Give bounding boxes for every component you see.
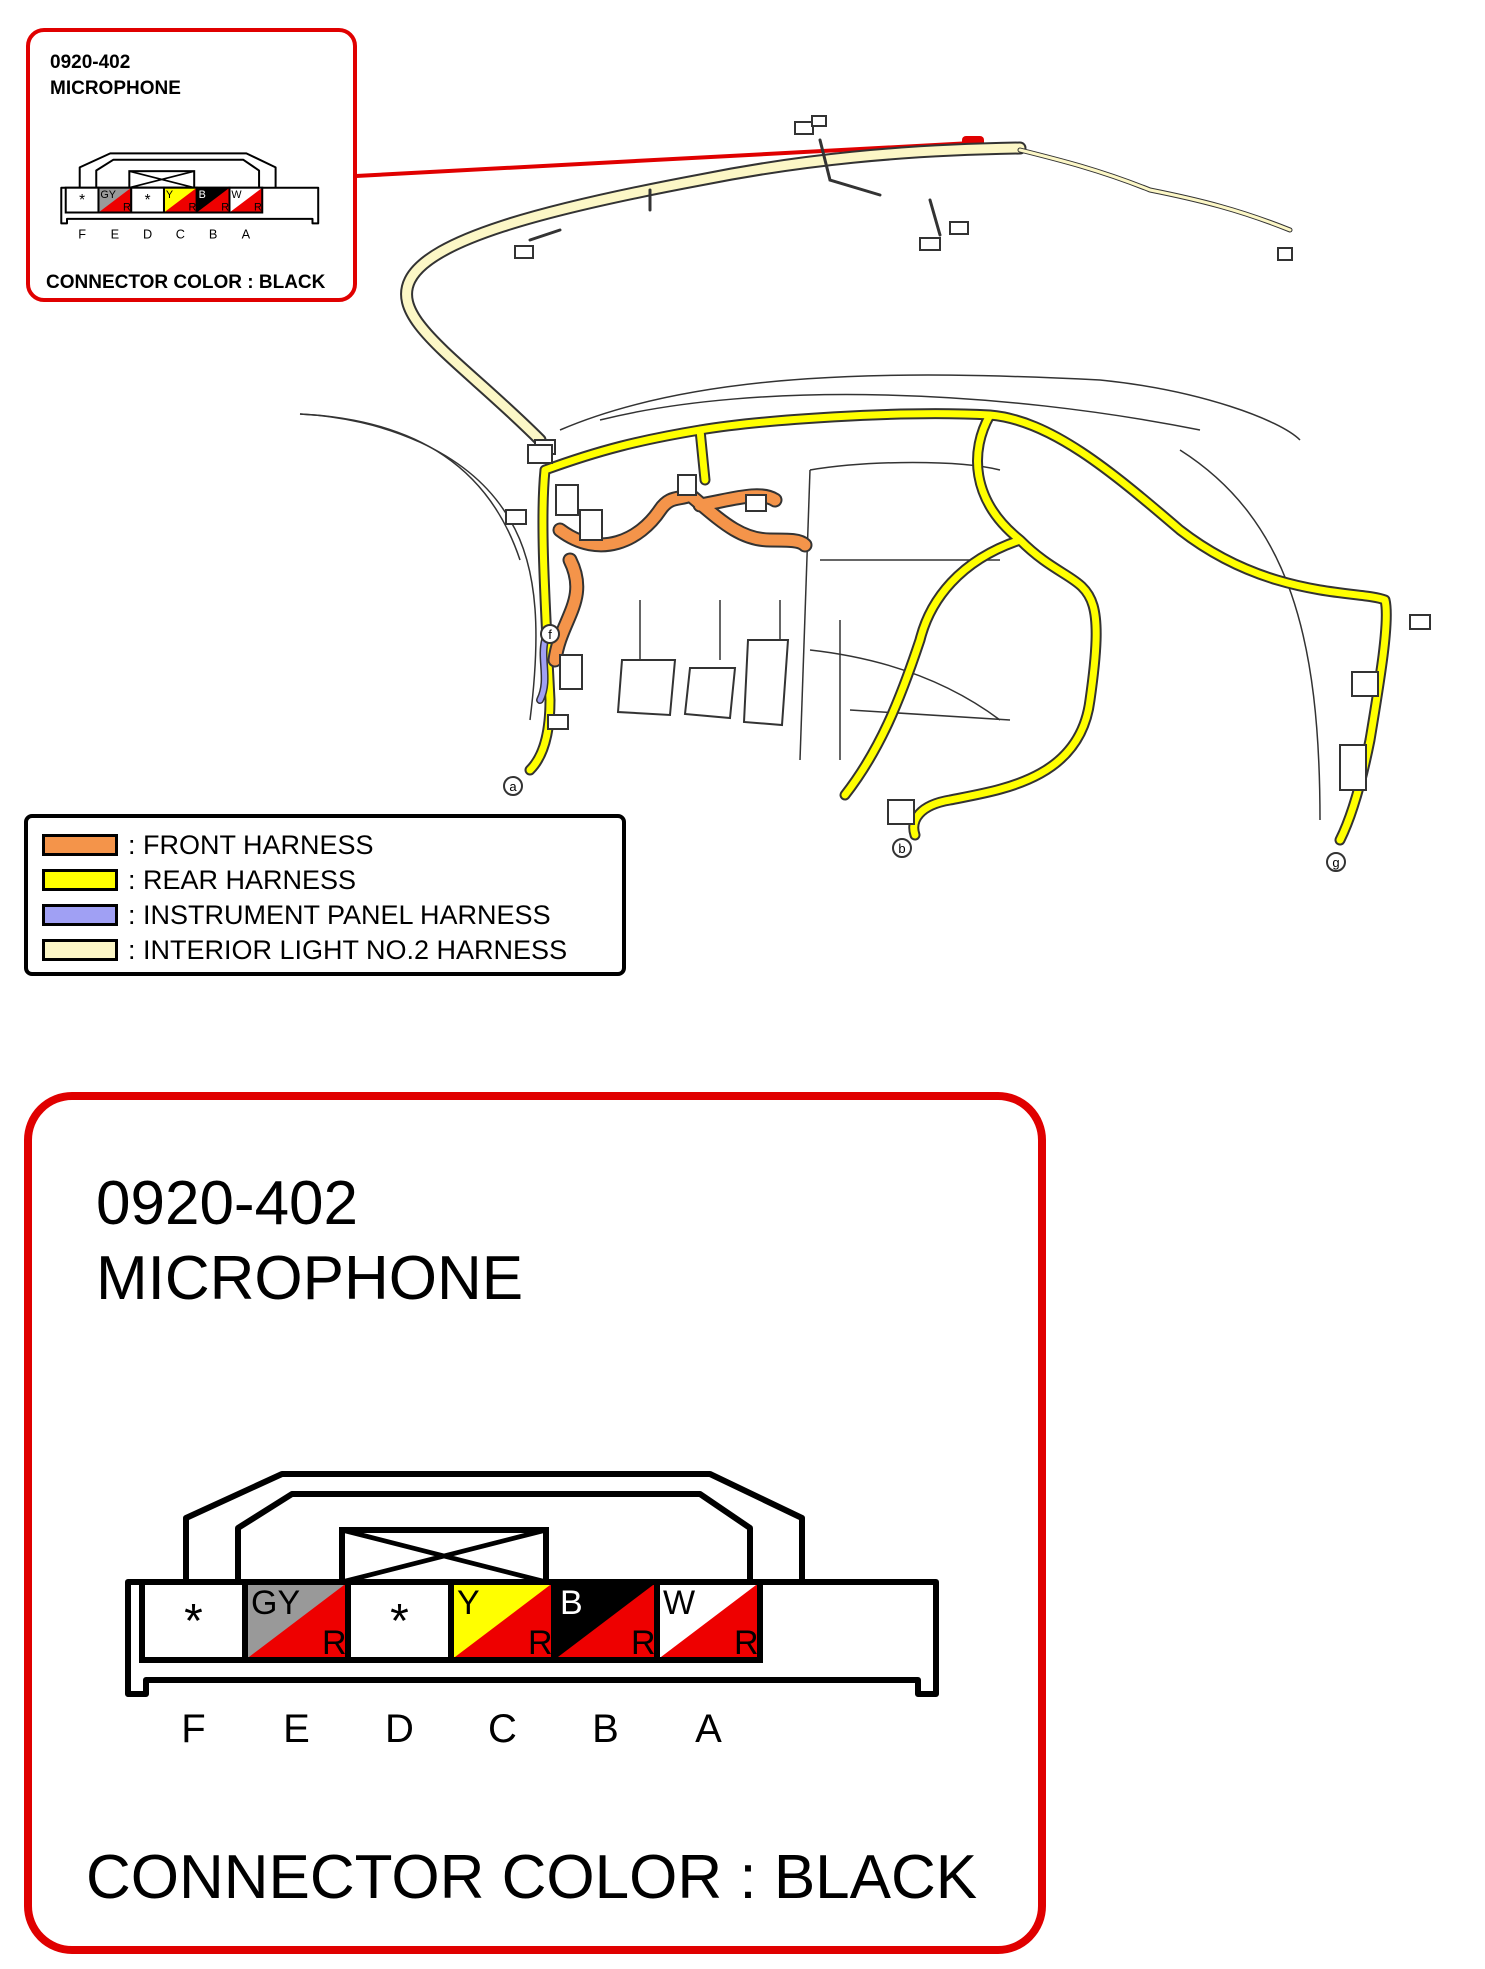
svg-text:b: b bbox=[898, 841, 906, 856]
pin-wire-code: W bbox=[663, 1584, 696, 1622]
connector-face-large bbox=[124, 1432, 944, 1832]
pin-letter: C bbox=[175, 226, 185, 242]
pin-stripe-code: R bbox=[221, 201, 230, 214]
pin-stripe-code: R bbox=[734, 1624, 759, 1662]
legend-label: : REAR HARNESS bbox=[128, 864, 357, 895]
pin-letter: A bbox=[695, 1707, 722, 1751]
pin-wire-code: Y bbox=[457, 1584, 480, 1622]
connector-name: MICROPHONE bbox=[96, 1244, 524, 1313]
legend-item-front-harness bbox=[42, 828, 374, 862]
pin-stripe-code: R bbox=[322, 1624, 347, 1662]
connector-callout-large bbox=[24, 1092, 1046, 1954]
pin-letter: B bbox=[592, 1707, 619, 1751]
connector-face-small bbox=[60, 140, 322, 266]
legend-label: : INTERIOR LIGHT NO.2 HARNESS bbox=[128, 934, 568, 965]
marker-b bbox=[893, 839, 911, 857]
marker-g bbox=[1327, 853, 1345, 871]
marker-a bbox=[504, 777, 522, 795]
pin-letter: F bbox=[78, 226, 86, 242]
legend-item-interior-light-harness bbox=[42, 933, 567, 967]
pin-unused-mark: * bbox=[390, 1595, 409, 1648]
pin-wire-code: Y bbox=[165, 188, 174, 201]
connector-code: 0920-402 bbox=[50, 52, 131, 73]
roof-connectors bbox=[515, 116, 1292, 454]
connector-color-label: CONNECTOR COLOR : BLACK bbox=[86, 1843, 978, 1912]
dash-connectors bbox=[506, 445, 1430, 824]
connector-color-label: CONNECTOR COLOR : BLACK bbox=[46, 272, 326, 293]
legend-label: : FRONT HARNESS bbox=[128, 829, 374, 860]
pin-letter: B bbox=[208, 226, 218, 242]
pin-letter: A bbox=[241, 226, 251, 242]
pin-stripe-code: R bbox=[122, 201, 131, 214]
legend-swatch bbox=[42, 869, 118, 891]
body-outline bbox=[300, 375, 1320, 820]
svg-text:f: f bbox=[548, 627, 552, 642]
legend-item-instrument-panel-harness bbox=[42, 898, 551, 932]
pin-stripe-code: R bbox=[631, 1624, 656, 1662]
connector-name: MICROPHONE bbox=[50, 78, 181, 99]
svg-text:a: a bbox=[509, 779, 517, 794]
pin-letter: F bbox=[181, 1707, 206, 1751]
rear-harness bbox=[530, 414, 1386, 840]
pin-wire-code: GY bbox=[251, 1584, 301, 1622]
pin-unused-mark: * bbox=[144, 192, 151, 210]
pin-letter: E bbox=[283, 1707, 310, 1751]
pin-unused-mark: * bbox=[79, 192, 86, 210]
pin-wire-code: W bbox=[231, 188, 242, 201]
pin-letter: C bbox=[488, 1707, 517, 1751]
pin-letter: E bbox=[110, 226, 120, 242]
pin-stripe-code: R bbox=[188, 201, 197, 214]
pin-wire-code: GY bbox=[100, 188, 116, 201]
svg-text:g: g bbox=[1332, 855, 1340, 870]
harness-legend bbox=[24, 814, 626, 976]
pin-stripe-code: R bbox=[253, 201, 262, 214]
connector-code: 0920-402 bbox=[96, 1169, 359, 1238]
legend-swatch bbox=[42, 904, 118, 926]
pin-letter: D bbox=[385, 1707, 414, 1751]
legend-swatch bbox=[42, 834, 118, 856]
legend-label: : INSTRUMENT PANEL HARNESS bbox=[128, 899, 551, 930]
legend-swatch bbox=[42, 939, 118, 961]
marker-f bbox=[541, 625, 559, 643]
pin-letter: D bbox=[143, 226, 153, 242]
pin-wire-code: B bbox=[198, 188, 206, 201]
pin-stripe-code: R bbox=[528, 1624, 553, 1662]
pin-unused-mark: * bbox=[184, 1595, 203, 1648]
instrument-panel-harness bbox=[540, 640, 545, 700]
connector-callout-small bbox=[26, 28, 357, 302]
pin-wire-code: B bbox=[560, 1584, 583, 1622]
legend-item-rear-harness bbox=[42, 863, 356, 897]
pedals bbox=[618, 640, 788, 725]
